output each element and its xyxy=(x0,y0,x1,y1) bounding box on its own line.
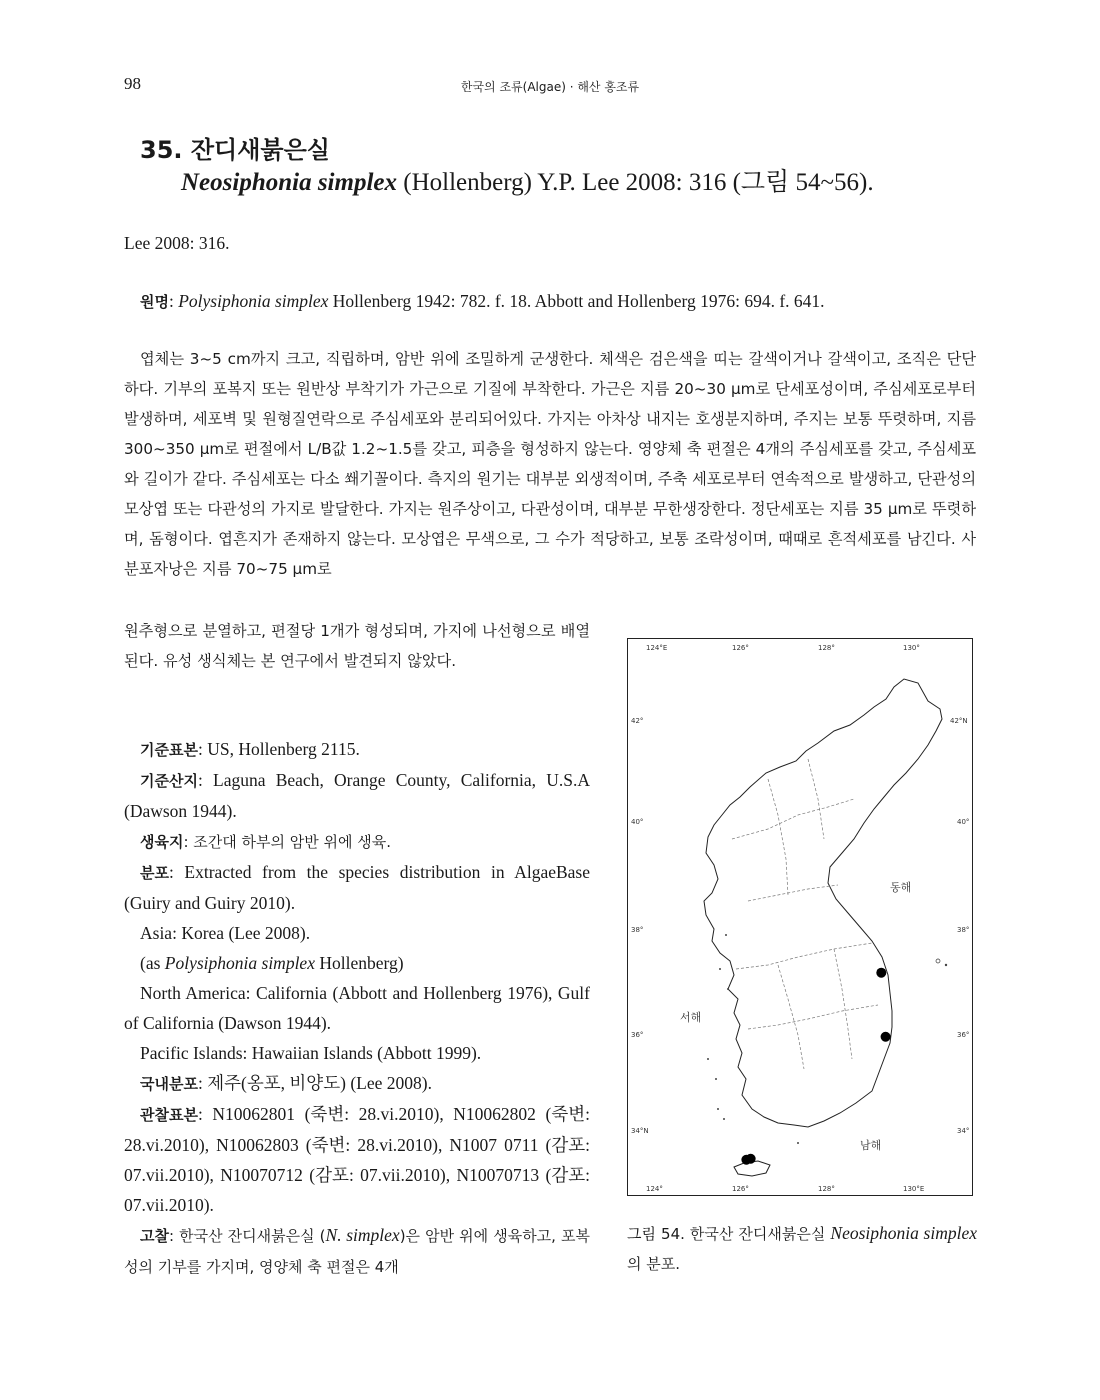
species-binomial: Neosiphonia simplex xyxy=(181,169,397,196)
synonym-text: Hollenberg 1942: 782. f. 18. Abbott and Hollenberg 1976: 694. f. 641. xyxy=(328,291,825,311)
korea-map-figure xyxy=(628,639,971,1194)
specimens-label: 관찰표본 xyxy=(140,1106,198,1124)
map-lat-label-right: 34° xyxy=(957,1127,970,1135)
map-lat-label-left: 42° xyxy=(631,717,644,725)
caption-species: Neosiphonia simplex xyxy=(830,1223,977,1243)
figure-caption: 그림 54. 한국산 잔디새붉은실 Neosiphonia simplex의 분포. xyxy=(627,1223,977,1273)
type-specimen-line: 기준표본: US, Hollenberg 2115. xyxy=(140,739,360,759)
type-specimen-label: 기준표본 xyxy=(140,741,198,759)
synonym-name: Polysiphonia simplex xyxy=(178,291,329,311)
map-lat-label-right: 36° xyxy=(957,1031,970,1039)
record-point-죽변 xyxy=(876,968,886,978)
record-point-감포 xyxy=(881,1032,891,1042)
sea-label-east: 동해 xyxy=(890,881,912,894)
species-korean-title: 35. 잔디새붉은실 xyxy=(140,136,330,164)
description-paragraph xyxy=(124,344,976,584)
distribution-as-name: (as Polysiphonia simplex Hollenberg) xyxy=(140,953,404,973)
habitat-label: 생육지 xyxy=(140,833,184,851)
domestic-distribution-line: 국내분포: 제주(옹포, 비양도) (Lee 2008). xyxy=(140,1073,432,1093)
habitat-line: 생육지: 조간대 하부의 암반 위에 생육. xyxy=(140,833,392,851)
dokdo-island xyxy=(936,959,940,963)
details-column xyxy=(124,734,590,1282)
map-lat-label-right: 42°N xyxy=(950,717,968,725)
map-lat-label-left: 34°N xyxy=(631,1127,649,1135)
distribution-map xyxy=(627,638,973,1196)
map-lon-label-top: 128° xyxy=(818,644,835,652)
distribution-line: 분포: Extracted from the species distribution in AlgaeBase (Guiry and Guiry 2010). xyxy=(124,862,590,913)
specimens-line: 관찰표본: N10062801 (죽변: 28.vi.2010), N10062802 (죽변: 28.vi.2010), N10062803 (죽변: 28.vi.2010), N1007 0711 (감포: 07.vii.2010), N10070712 (감포: 07.vii.2010), N10070713 (감포: 07.vii.2010). xyxy=(124,1104,590,1215)
map-lon-label-top: 124°E xyxy=(646,644,668,652)
peninsula-coastline xyxy=(704,679,942,1127)
remarks-label: 고찰 xyxy=(140,1227,169,1245)
domestic-distribution-label: 국내분포 xyxy=(140,1075,198,1093)
description-text: 엽체는 3~5 cm까지 크고, 직립하며, 암반 위에 조밀하게 군생한다. 체색은 검은색을 띠는 갈색이거나 갈색이고, 조직은 단단하다. 기부의 포복지 또는 원반상 부착기가 가근으로 기질에 부착한다. 가근은 지름 20~30 μm로 단세포성이며, 주심세포로부터 발생하며, 세포벽 및 원형질연락으로 주심세포와 분리되어있다. 가지는 아차상 내지는 호생분지하며, 주지는 보통 뚜렷하며, 지름 300~350 μm로 편절에서 L/B값 1.2~1.5를 갖고, 피층을 형성하지 않는다. 영양체 축 편절은 4개의 주심세포를 갖고, 주심세포와 길이가 같다. 주심세포는 다소 쐐기꼴이다. 측지의 원기는 대부분 외생적이며, 주축 세포로부터 연속적으로 발생하고, 단관성의 모상엽 또는 다관성의 가지로 발달한다. 가지는 원주상이고, 다관성이며, 대부분 무한생장한다. 정단세포는 지름 35 μm로 뚜렷하며, 돔형이다. 엽흔지가 존재하지 않는다. 모상엽은 무색으로, 그 수가 적당하고, 보통 조락성이며, 때때로 흔적세포를 남긴다. 사분포자낭은 지름 70~75 μm로 xyxy=(124,350,976,578)
distribution-asia: Asia: Korea (Lee 2008). xyxy=(140,923,311,943)
map-lon-label-bottom: 126° xyxy=(732,1185,749,1193)
sea-label-west: 서해 xyxy=(680,1011,702,1024)
map-lon-label-bottom: 128° xyxy=(818,1185,835,1193)
species-scientific-title xyxy=(181,162,874,198)
map-lon-label-bottom: 124° xyxy=(646,1185,663,1193)
map-lon-label-top: 126° xyxy=(732,644,749,652)
map-lat-label-right: 38° xyxy=(957,926,970,934)
map-lat-label-left: 36° xyxy=(631,1031,644,1039)
province-borders xyxy=(732,759,878,1069)
record-points xyxy=(741,968,890,1165)
reference-citation: Lee 2008: 316. xyxy=(124,233,230,253)
page-number: 98 xyxy=(124,74,141,93)
islands xyxy=(707,934,947,1144)
synonym-line: 원명: Polysiphonia simplex Hollenberg 1942: 782. f. 18. Abbott and Hollenberg 1976: 694. f. 641. xyxy=(140,291,825,311)
distribution-pacific: Pacific Islands: Hawaiian Islands (Abbott 1999). xyxy=(140,1043,482,1063)
species-authority: (Hollenberg) Y.P. Lee 2008: 316 (그림 54~56). xyxy=(397,169,874,196)
description-text-cont: 원추형으로 분열하고, 편절당 1개가 형성되며, 가지에 나선형으로 배열된다. 유성 생식체는 본 연구에서 발견되지 않았다. xyxy=(124,622,590,670)
map-lat-label-left: 40° xyxy=(631,818,644,826)
description-continuation xyxy=(124,616,590,676)
running-head: 한국의 조류(Algae) · 해산 홍조류 xyxy=(460,80,640,94)
sea-label-south: 남해 xyxy=(860,1139,882,1152)
map-lat-label-left: 38° xyxy=(631,926,644,934)
record-point-비양도 xyxy=(746,1154,756,1164)
type-locality-line: 기준산지: Laguna Beach, Orange County, California, U.S.A (Dawson 1944). xyxy=(124,770,590,821)
distribution-label: 분포 xyxy=(140,864,169,882)
remarks-line: 고찰: 한국산 잔디새붉은실 (N. simplex)은 암반 위에 생육하고, 포복성의 기부를 가지며, 영양체 축 편절은 4개 xyxy=(124,1225,590,1276)
distribution-north-america: North America: California (Abbott and Hollenberg 1976), Gulf of California (Dawson 1944). xyxy=(124,983,590,1033)
map-lon-label-bottom: 130°E xyxy=(903,1185,925,1193)
synonym-label: 원명 xyxy=(140,293,169,311)
map-lon-label-top: 130° xyxy=(903,644,920,652)
type-locality-label: 기준산지 xyxy=(140,772,198,790)
map-lat-label-right: 40° xyxy=(957,818,970,826)
